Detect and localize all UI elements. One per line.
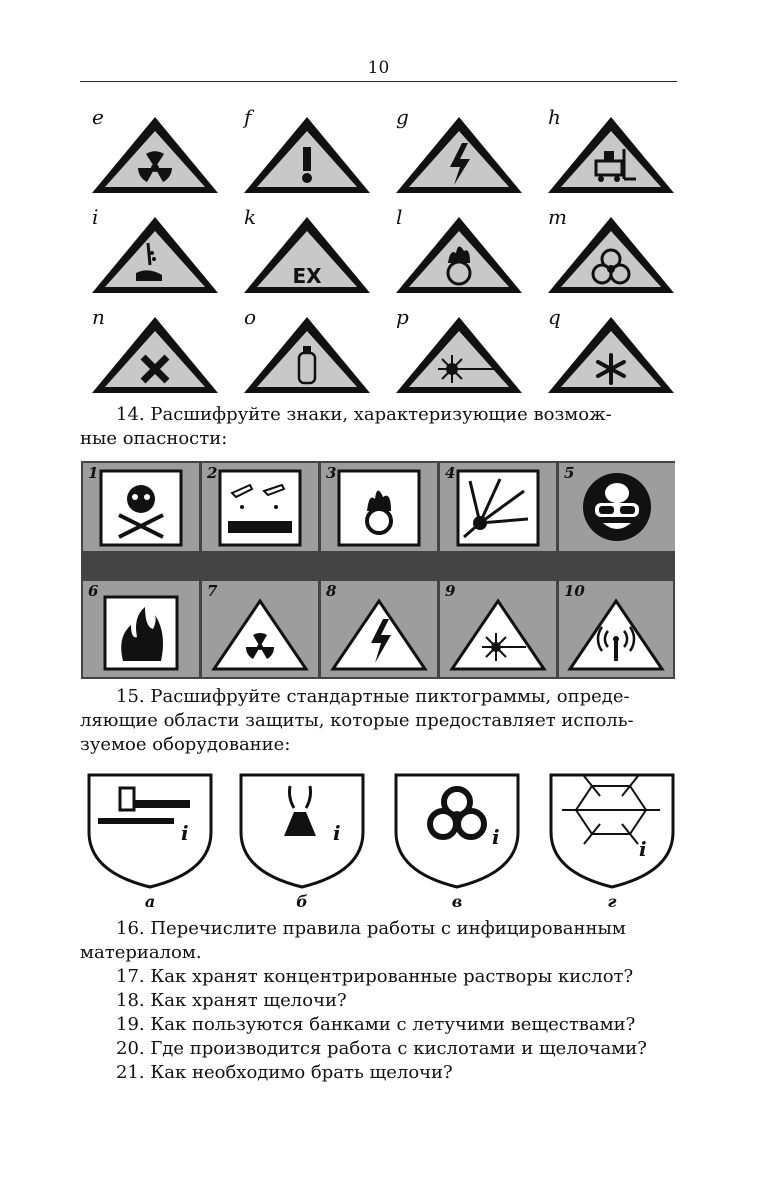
exclamation-icon: [240, 113, 374, 197]
hazard-label-6: [83, 581, 199, 677]
warning-sign-grid: [80, 105, 677, 395]
page-number: 10: [367, 58, 390, 78]
info-mark: i: [181, 821, 189, 845]
question-20: 20. Где производится работа с кислотами и щелочами?: [116, 1038, 647, 1059]
forklift-icon: [544, 113, 678, 197]
hazard-label-9: [440, 581, 556, 677]
hazard-label-10: [559, 581, 673, 677]
sign-letter: p: [396, 305, 409, 329]
sign-k: [232, 205, 382, 297]
info-mark: i: [639, 837, 647, 861]
biohazard-icon: [393, 772, 521, 890]
task-14-line1: 14. Расшифруйте знаки, характеризующие возмож-: [116, 404, 612, 425]
goggles-icon: [559, 463, 675, 551]
hazard-label-2: [202, 463, 318, 551]
sign-letter: e: [92, 105, 104, 129]
sign-n: [80, 305, 230, 397]
hazard-labels-panel: [81, 461, 675, 679]
task-14: [80, 403, 677, 451]
pictogram-letter-a: а: [144, 892, 156, 911]
hazard-label-4: [440, 463, 556, 551]
oxidizer-icon: [392, 213, 526, 297]
sign-q: [536, 305, 686, 397]
sign-p: [384, 305, 534, 397]
hazard-number: 9: [445, 582, 456, 600]
sign-g: [384, 105, 534, 197]
hazard-number: 4: [445, 464, 456, 482]
harmful-x-icon: [88, 313, 222, 397]
sign-letter: q: [548, 305, 561, 329]
radiation-icon: [88, 113, 222, 197]
chemical-flask-icon: [238, 772, 366, 890]
hazard-label-1: [83, 463, 199, 551]
gas-cylinder-icon: [240, 313, 374, 397]
corrosive-icon: [88, 213, 222, 297]
hazard-number: 6: [88, 582, 99, 600]
question-17: 17. Как хранят концентрированные растворы кислот?: [116, 966, 634, 987]
sign-i: [80, 205, 230, 297]
low-temperature-icon: [544, 313, 678, 397]
oxidizer-icon: [321, 463, 437, 551]
sign-h: [536, 105, 686, 197]
question-19: 19. Как пользуются банками с летучими веществами?: [116, 1014, 636, 1035]
hazard-number: 10: [564, 582, 585, 600]
skull-crossbones-icon: [83, 463, 199, 551]
high-voltage-icon: [321, 581, 437, 677]
sign-letter: m: [548, 205, 567, 229]
hazard-number: 2: [207, 464, 218, 482]
sign-letter: k: [244, 205, 257, 229]
radiation-icon: [202, 581, 318, 677]
sign-l: [384, 205, 534, 297]
hazard-number: 5: [564, 464, 575, 482]
hazard-number: 8: [326, 582, 337, 600]
task-15-line1: 15. Расшифруйте стандартные пиктограммы, опреде-: [116, 686, 630, 707]
pictogram-letter-v: в: [451, 892, 463, 911]
question-18: 18. Как хранят щелочи?: [116, 990, 347, 1011]
flame-icon: [83, 581, 199, 677]
mechanical-hazard-icon: [86, 772, 214, 890]
explosive-icon: [440, 463, 556, 551]
sign-letter: f: [244, 105, 252, 129]
sign-e: [80, 105, 230, 197]
task-14-line2: ные опасности:: [80, 428, 228, 449]
question-21: 21. Как необходимо брать щелочи?: [116, 1062, 453, 1083]
corrosive-icon: [202, 463, 318, 551]
explosive-atmosphere-icon: [240, 213, 374, 297]
sign-m: [536, 205, 686, 297]
cold-snowflake-icon: [548, 772, 676, 890]
pictogram-letter-b: б: [296, 892, 308, 911]
sign-o: [232, 305, 382, 397]
hazard-number: 7: [207, 582, 218, 600]
laser-icon: [440, 581, 556, 677]
task-15-line2: ляющие области защиты, которые предоставляет исполь-: [80, 710, 634, 731]
question-16-line2: материалом.: [80, 942, 202, 963]
info-mark: i: [333, 821, 341, 845]
sign-letter: g: [396, 105, 409, 129]
hazard-number: 3: [326, 464, 337, 482]
question-16: [80, 917, 677, 965]
high-voltage-icon: [392, 113, 526, 197]
ex-text: EX: [292, 264, 322, 288]
info-mark: i: [492, 825, 500, 849]
task-15: [80, 685, 677, 757]
hazard-label-5: [559, 463, 675, 551]
sign-letter: l: [396, 205, 403, 229]
hazard-number: 1: [88, 464, 99, 482]
hazard-label-7: [202, 581, 318, 677]
header-rule: [80, 81, 677, 82]
hazard-label-8: [321, 581, 437, 677]
pictogram-letter-g: г: [607, 892, 617, 911]
sign-f: [232, 105, 382, 197]
task-15-line3: зуемое оборудование:: [80, 734, 291, 755]
laser-icon: [392, 313, 526, 397]
sign-letter: i: [92, 205, 99, 229]
sign-letter: h: [548, 105, 561, 129]
sign-letter: n: [92, 305, 105, 329]
question-16-line1: 16. Перечислите правила работы с инфицированным: [116, 918, 626, 939]
hazard-label-3: [321, 463, 437, 551]
sign-letter: o: [244, 305, 257, 329]
biohazard-icon: [544, 213, 678, 297]
